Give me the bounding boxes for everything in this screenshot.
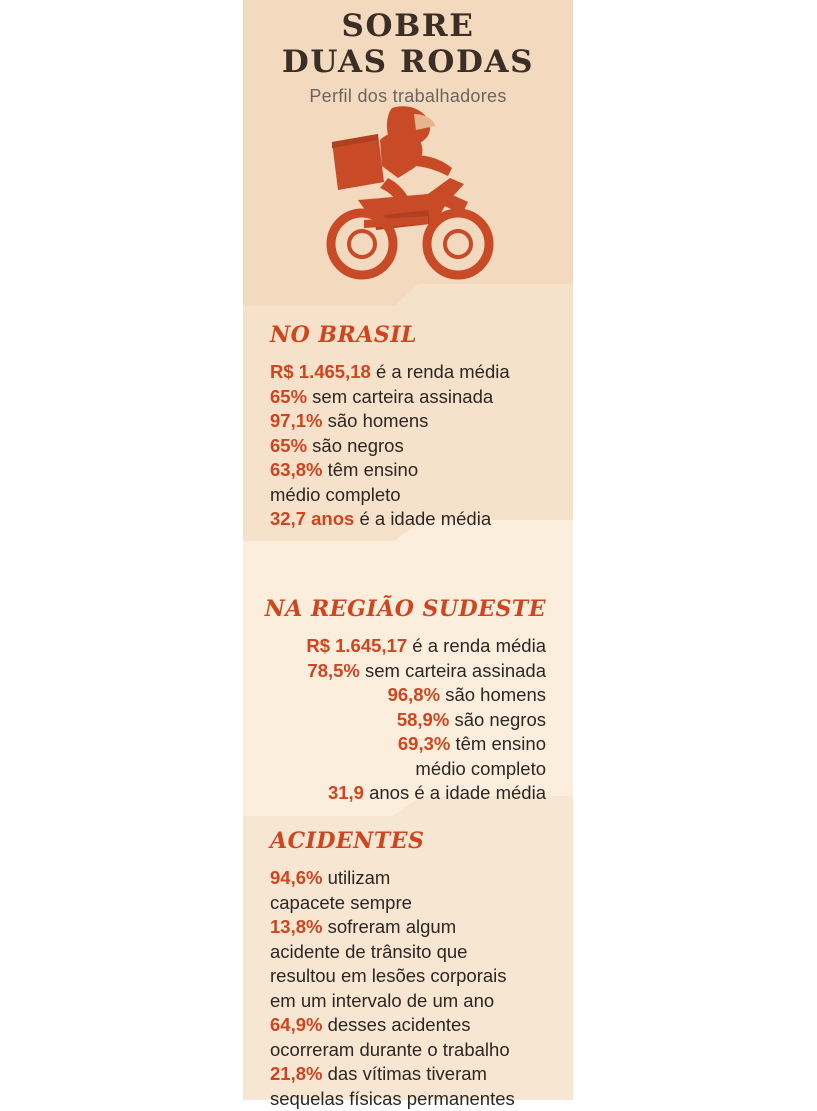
stat-value: 96,8%	[388, 684, 440, 705]
stat-value: 63,8%	[270, 459, 322, 480]
stat-value: 65%	[270, 435, 307, 456]
page-subtitle: Perfil dos trabalhadores	[243, 86, 573, 107]
stat-line	[270, 458, 573, 483]
stat-text: médio completo	[415, 758, 546, 779]
stat-value: 64,9%	[270, 1014, 322, 1035]
stat-line	[270, 434, 573, 459]
stat-line	[270, 866, 573, 891]
stat-value: 69,3%	[398, 733, 450, 754]
stat-value: R$ 1.465,18	[270, 361, 371, 382]
stat-value: 31,9	[328, 782, 364, 803]
stat-line	[270, 1013, 573, 1038]
stat-text: é a renda média	[371, 361, 510, 382]
stat-line	[270, 360, 573, 385]
stat-value: 32,7 anos	[270, 508, 354, 529]
stat-line	[243, 683, 546, 708]
section-title-acidentes: ACIDENTES	[270, 828, 573, 854]
stat-text: têm ensino	[322, 459, 418, 480]
motorcycle-delivery-courier-illustration	[243, 104, 573, 294]
stat-text: é a renda média	[407, 635, 546, 656]
stat-text: são negros	[307, 435, 404, 456]
stat-text: têm ensino	[450, 733, 546, 754]
section-title-no-brasil: NO BRASIL	[270, 322, 573, 348]
stat-text: sem carteira assinada	[360, 660, 546, 681]
stat-text: são homens	[322, 410, 428, 431]
stat-line	[243, 634, 546, 659]
stat-line	[270, 409, 573, 434]
stat-value: 58,9%	[397, 709, 449, 730]
stat-text: das vítimas tiveram	[322, 1063, 487, 1084]
stat-line	[270, 891, 573, 916]
stat-line	[243, 781, 546, 806]
stat-text: é a idade média	[354, 508, 491, 529]
stat-line	[270, 915, 573, 940]
stat-line	[270, 964, 573, 989]
stat-line	[243, 659, 546, 684]
stat-text: sem carteira assinada	[307, 386, 493, 407]
stat-value: 21,8%	[270, 1063, 322, 1084]
stat-line	[270, 1038, 573, 1063]
stat-line	[270, 1087, 573, 1111]
stat-text: sofreram algum	[322, 916, 456, 937]
stat-text: sequelas físicas permanentes	[270, 1088, 515, 1109]
stat-text: são negros	[449, 709, 546, 730]
stat-line	[270, 940, 573, 965]
stat-text: resultou em lesões corporais	[270, 965, 507, 986]
stat-line	[243, 757, 546, 782]
stat-value: 13,8%	[270, 916, 322, 937]
stat-text: desses acidentes	[322, 1014, 470, 1035]
section-no-brasil	[243, 322, 573, 532]
title-line-1: SOBRE	[243, 8, 573, 44]
stat-value: 65%	[270, 386, 307, 407]
stat-text: capacete sempre	[270, 892, 412, 913]
stat-value: 94,6%	[270, 867, 322, 888]
stat-line	[243, 732, 546, 757]
stat-line	[270, 507, 573, 532]
stat-line	[243, 708, 546, 733]
stat-line	[270, 385, 573, 410]
section-na-regiao-sudeste	[243, 596, 573, 806]
section-title-na-regiao-sudeste: NA REGIÃO SUDESTE	[243, 596, 546, 622]
stat-text: médio completo	[270, 484, 401, 505]
title-line-2: DUAS RODAS	[243, 44, 573, 80]
stat-text: acidente de trânsito que	[270, 941, 467, 962]
stat-line	[270, 483, 573, 508]
stat-text: anos é a idade média	[364, 782, 546, 803]
section-acidentes	[243, 828, 573, 1111]
stat-line	[270, 989, 573, 1014]
stat-text: utilizam	[322, 867, 390, 888]
page-title	[243, 8, 573, 107]
stat-text: são homens	[440, 684, 546, 705]
stat-value: R$ 1.645,17	[306, 635, 407, 656]
stat-value: 78,5%	[307, 660, 359, 681]
stat-line	[270, 1062, 573, 1087]
stat-text: em um intervalo de um ano	[270, 990, 494, 1011]
stat-text: ocorreram durante o trabalho	[270, 1039, 510, 1060]
stat-value: 97,1%	[270, 410, 322, 431]
